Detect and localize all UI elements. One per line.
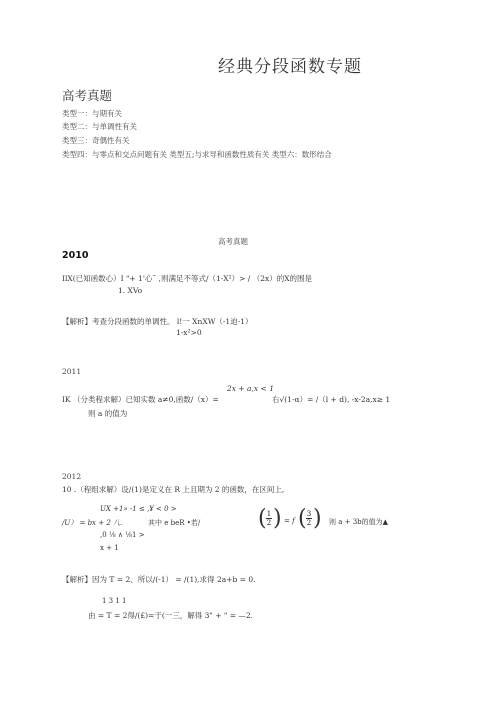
type-line-2: 类型二：与单调性有关: [62, 122, 137, 131]
section-heading: 高考真题: [62, 88, 113, 103]
year-2011: 2011: [62, 367, 82, 376]
equals-f: = f: [284, 517, 295, 525]
analysis-2012-numbers: 1 3 1 1: [102, 597, 127, 605]
piecewise-line-2: /U） = bx + 2 八.: [62, 519, 123, 527]
year-2012: 2012: [62, 472, 82, 481]
center-heading: 高考真题: [218, 237, 248, 246]
paren-left: (: [258, 506, 267, 531]
analysis-2010-line2: 1-x²>0: [176, 328, 202, 337]
analysis-2012: 【解析】因为 T = 2、所以/(-1） = /(1),求得 2a+b = 0.: [62, 575, 256, 584]
paren-left-2: (: [298, 506, 307, 531]
question-2011: IK （分类程求解）已知实数 a≠0,函数/（x）=: [62, 395, 219, 404]
fraction-one-half: 1 2: [266, 510, 272, 527]
piecewise-line-4: x + 1: [100, 544, 119, 552]
type-line-3: 类型三：奇偶性有关: [62, 136, 130, 145]
piecewise-line-2-mid: 其中 e beR •若/: [148, 519, 201, 527]
analysis-2010: 【解析】考查分段函数的单调性。 l!一 XnXW（-1迫-1）: [62, 317, 253, 326]
question-2010: IlX(已知函数心）I "+ 1'心˜ ,则满足不等式/（1-X²）> / （2x）的X的围是: [62, 274, 313, 283]
analysis-2012-last: 由 = T = 2得/(£)=于(一三，解得 3" + " = —2.: [88, 611, 254, 620]
page-title: 经典分段函数专题: [218, 57, 362, 77]
question-2012-tail: 则 a + 3b的值为▲: [329, 518, 389, 526]
type-line-4: 类型四：与零点和交点问题有关 类型五;与求导和函数性质有关 类型六：数形结合: [62, 150, 332, 159]
question-2011-right: 右√(1-α）= /（l + d), -x-2a,x≥ 1: [272, 395, 391, 404]
question-2012: 10 .（程组求解）设/(1)是定义在 R 上且期为 2 的函数，在区间上,: [62, 485, 285, 494]
fraction-three-halves: 3 2: [306, 510, 312, 527]
piecewise-top-2011: 2x + a,x < 1: [227, 384, 274, 393]
paren-right: ): [273, 506, 282, 531]
year-2010: 2010: [62, 250, 89, 261]
type-line-1: 类型一：与期有关: [62, 109, 122, 118]
piecewise-line-1: UX +1» -1 ≤ ,¥ < 0 >: [100, 505, 177, 513]
paren-right-2: ): [313, 506, 322, 531]
piecewise-line-3: ,0 ⅛ ∧ ⅛1 >: [100, 531, 145, 539]
question-2010-line2: 1. XVo: [118, 286, 143, 295]
question-2011-line2: 则 a 的值为: [88, 409, 128, 418]
